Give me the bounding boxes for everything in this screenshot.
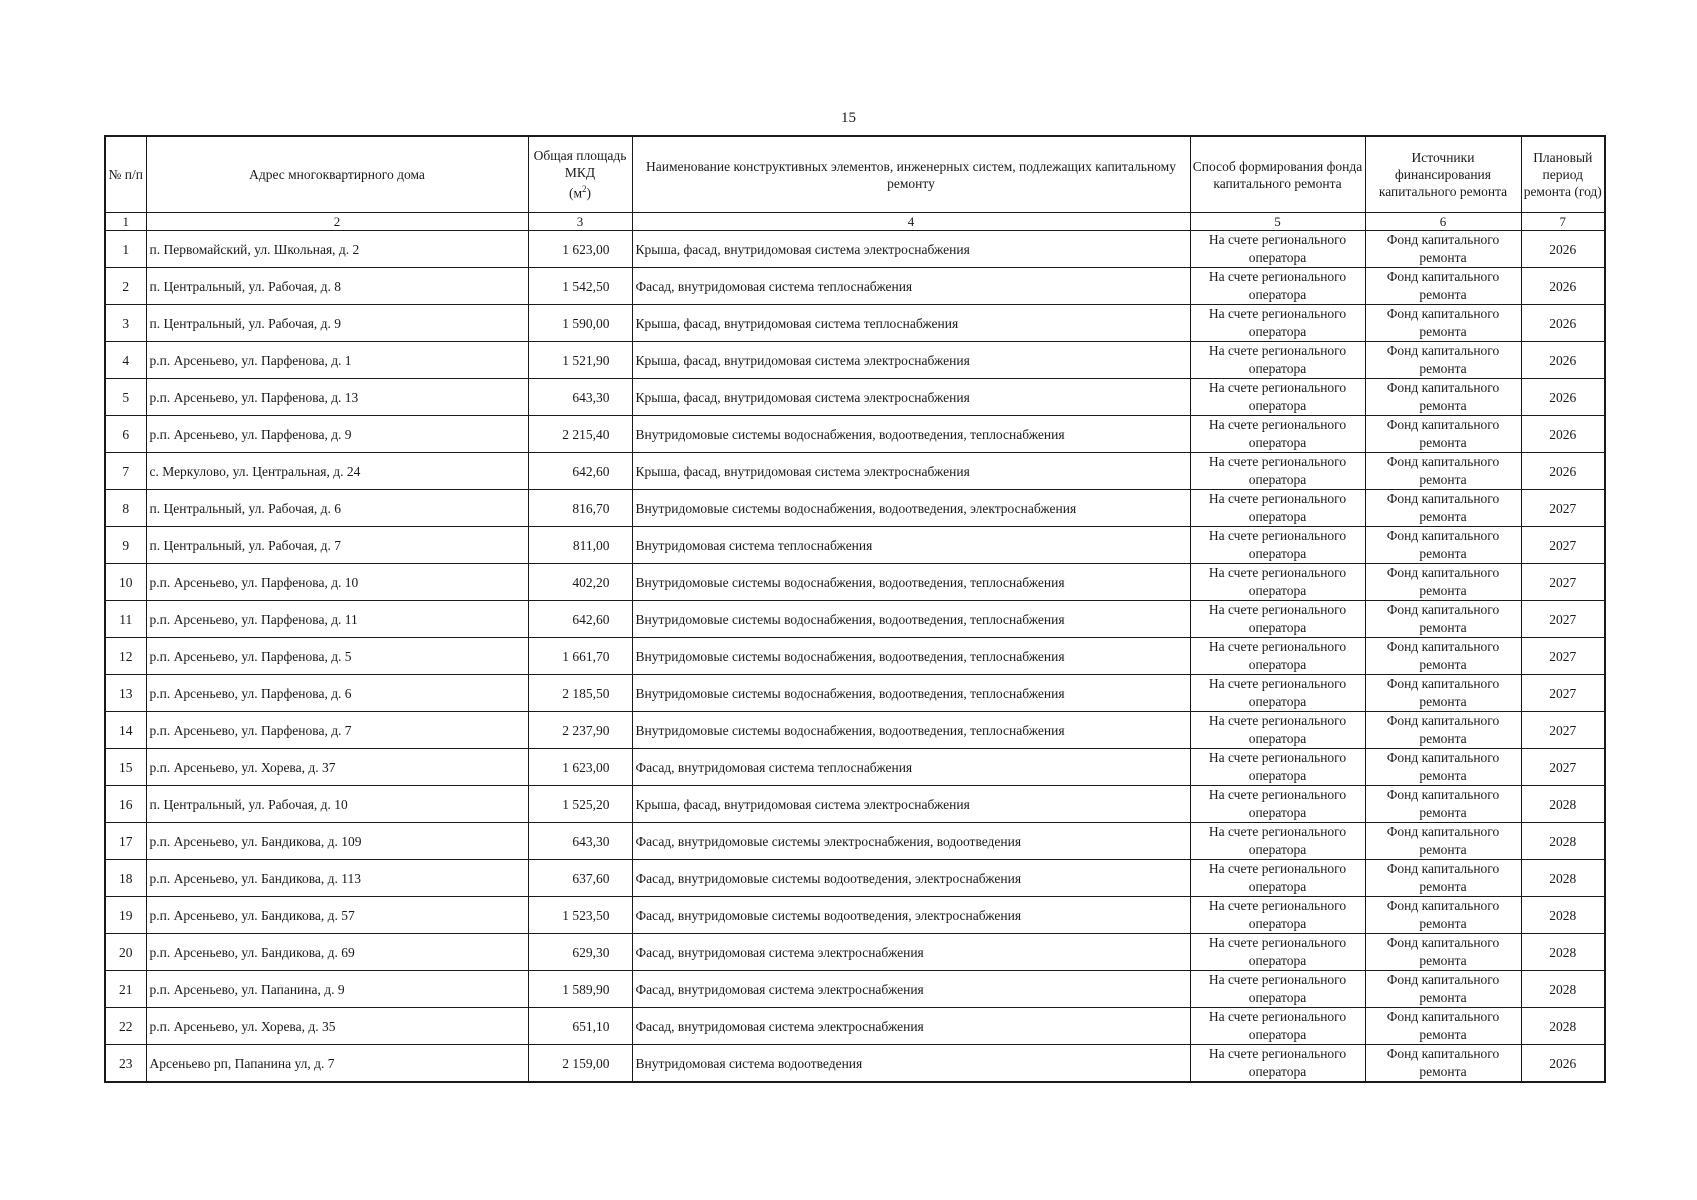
row-address: р.п. Арсеньево, ул. Бандикова, д. 57: [146, 897, 528, 934]
row-year: 2027: [1521, 638, 1605, 675]
row-year: 2028: [1521, 971, 1605, 1008]
row-area: 1 523,50: [528, 897, 632, 934]
row-address: р.п. Арсеньево, ул. Парфенова, д. 10: [146, 564, 528, 601]
row-address: п. Центральный, ул. Рабочая, д. 6: [146, 490, 528, 527]
row-year: 2027: [1521, 601, 1605, 638]
row-address: р.п. Арсеньево, ул. Парфенова, д. 1: [146, 342, 528, 379]
row-number: 1: [105, 231, 146, 268]
row-address: р.п. Арсеньево, ул. Бандикова, д. 109: [146, 823, 528, 860]
column-number-row: [105, 213, 1605, 231]
row-source: Фонд капитального ремонта: [1365, 712, 1521, 749]
row-method: На счете регионального оператора: [1190, 527, 1365, 564]
row-year: 2026: [1521, 231, 1605, 268]
table-row: [105, 638, 1605, 675]
row-number: 20: [105, 934, 146, 971]
row-source: Фонд капитального ремонта: [1365, 490, 1521, 527]
row-address: с. Меркулово, ул. Центральная, д. 24: [146, 453, 528, 490]
row-year: 2028: [1521, 934, 1605, 971]
row-year: 2027: [1521, 712, 1605, 749]
row-number: 5: [105, 379, 146, 416]
row-address: п. Центральный, ул. Рабочая, д. 10: [146, 786, 528, 823]
table-row: [105, 712, 1605, 749]
row-method: На счете регионального оператора: [1190, 564, 1365, 601]
table-row: [105, 675, 1605, 712]
row-year: 2028: [1521, 1008, 1605, 1045]
row-elements: Внутридомовая система водоотведения: [632, 1045, 1190, 1083]
row-area: 2 215,40: [528, 416, 632, 453]
table-row: [105, 564, 1605, 601]
header-period: Плановый период ремонта (год): [1521, 136, 1605, 213]
row-method: На счете регионального оператора: [1190, 675, 1365, 712]
header-address: Адрес многоквартирного дома: [146, 136, 528, 213]
row-elements: Фасад, внутридомовые системы электроснабжения, водоотведения: [632, 823, 1190, 860]
row-year: 2026: [1521, 1045, 1605, 1083]
header-elements: Наименование конструктивных элементов, инженерных систем, подлежащих капитальному ремонту: [632, 136, 1190, 213]
row-elements: Внутридомовые системы водоснабжения, водоотведения, теплоснабжения: [632, 416, 1190, 453]
row-area: 642,60: [528, 453, 632, 490]
row-elements: Крыша, фасад, внутридомовая система теплоснабжения: [632, 305, 1190, 342]
row-address: р.п. Арсеньево, ул. Бандикова, д. 113: [146, 860, 528, 897]
row-elements: Крыша, фасад, внутридомовая система электроснабжения: [632, 342, 1190, 379]
column-number: 2: [146, 213, 528, 231]
header-method: Способ формирования фонда капитального ремонта: [1190, 136, 1365, 213]
row-method: На счете регионального оператора: [1190, 638, 1365, 675]
row-number: 6: [105, 416, 146, 453]
page-number: 15: [841, 110, 856, 126]
row-area: 1 661,70: [528, 638, 632, 675]
row-source: Фонд капитального ремонта: [1365, 601, 1521, 638]
row-area: 816,70: [528, 490, 632, 527]
table-row: [105, 231, 1605, 268]
row-number: 13: [105, 675, 146, 712]
row-address: р.п. Арсеньево, ул. Парфенова, д. 5: [146, 638, 528, 675]
row-number: 7: [105, 453, 146, 490]
row-number: 18: [105, 860, 146, 897]
row-method: На счете регионального оператора: [1190, 1045, 1365, 1083]
row-address: п. Центральный, ул. Рабочая, д. 8: [146, 268, 528, 305]
row-area: 1 623,00: [528, 231, 632, 268]
row-address: п. Первомайский, ул. Школьная, д. 2: [146, 231, 528, 268]
row-year: 2026: [1521, 268, 1605, 305]
row-area: 1 590,00: [528, 305, 632, 342]
row-elements: Крыша, фасад, внутридомовая система электроснабжения: [632, 786, 1190, 823]
row-area: 643,30: [528, 823, 632, 860]
row-method: На счете регионального оператора: [1190, 490, 1365, 527]
row-method: На счете регионального оператора: [1190, 712, 1365, 749]
row-method: На счете регионального оператора: [1190, 823, 1365, 860]
table-row: [105, 379, 1605, 416]
row-elements: Крыша, фасад, внутридомовая система электроснабжения: [632, 231, 1190, 268]
row-elements: Внутридомовая система теплоснабжения: [632, 527, 1190, 564]
table-row: [105, 971, 1605, 1008]
row-area: 642,60: [528, 601, 632, 638]
row-year: 2026: [1521, 379, 1605, 416]
header-num: № п/п: [105, 136, 146, 213]
table-row: [105, 416, 1605, 453]
row-number: 21: [105, 971, 146, 1008]
row-source: Фонд капитального ремонта: [1365, 1008, 1521, 1045]
row-source: Фонд капитального ремонта: [1365, 971, 1521, 1008]
row-address: Арсеньево рп, Папанина ул, д. 7: [146, 1045, 528, 1083]
row-method: На счете регионального оператора: [1190, 786, 1365, 823]
header-area-unit-end: ): [586, 185, 592, 201]
row-number: 10: [105, 564, 146, 601]
column-number: 5: [1190, 213, 1365, 231]
row-source: Фонд капитального ремонта: [1365, 342, 1521, 379]
row-address: р.п. Арсеньево, ул. Парфенова, д. 13: [146, 379, 528, 416]
row-year: 2028: [1521, 786, 1605, 823]
repair-schedule-table: [104, 135, 1606, 1083]
row-elements: Фасад, внутридомовая система электроснабжения: [632, 934, 1190, 971]
row-elements: Фасад, внутридомовая система теплоснабжения: [632, 268, 1190, 305]
row-elements: Фасад, внутридомовая система электроснабжения: [632, 971, 1190, 1008]
row-area: 2 185,50: [528, 675, 632, 712]
row-source: Фонд капитального ремонта: [1365, 564, 1521, 601]
table-row: [105, 860, 1605, 897]
row-address: р.п. Арсеньево, ул. Парфенова, д. 6: [146, 675, 528, 712]
row-address: р.п. Арсеньево, ул. Хорева, д. 35: [146, 1008, 528, 1045]
row-year: 2026: [1521, 453, 1605, 490]
row-method: На счете регионального оператора: [1190, 601, 1365, 638]
row-area: 1 623,00: [528, 749, 632, 786]
row-year: 2028: [1521, 823, 1605, 860]
row-address: п. Центральный, ул. Рабочая, д. 9: [146, 305, 528, 342]
row-elements: Внутридомовые системы водоснабжения, водоотведения, теплоснабжения: [632, 675, 1190, 712]
row-number: 17: [105, 823, 146, 860]
row-method: На счете регионального оператора: [1190, 749, 1365, 786]
header-area-unit-sup: 2: [582, 184, 587, 195]
table-row: [105, 305, 1605, 342]
row-source: Фонд капитального ремонта: [1365, 1045, 1521, 1083]
row-year: 2027: [1521, 527, 1605, 564]
row-year: 2027: [1521, 749, 1605, 786]
row-elements: Внутридомовые системы водоснабжения, водоотведения, теплоснабжения: [632, 638, 1190, 675]
row-area: 2 159,00: [528, 1045, 632, 1083]
row-source: Фонд капитального ремонта: [1365, 416, 1521, 453]
row-number: 8: [105, 490, 146, 527]
row-year: 2027: [1521, 564, 1605, 601]
column-number: 3: [528, 213, 632, 231]
table-row: [105, 823, 1605, 860]
row-area: 643,30: [528, 379, 632, 416]
table-row: [105, 786, 1605, 823]
row-elements: Внутридомовые системы водоснабжения, водоотведения, теплоснабжения: [632, 564, 1190, 601]
row-source: Фонд капитального ремонта: [1365, 934, 1521, 971]
table-row: [105, 490, 1605, 527]
row-elements: Фасад, внутридомовые системы водоотведения, электроснабжения: [632, 897, 1190, 934]
row-number: 15: [105, 749, 146, 786]
table-row: [105, 934, 1605, 971]
row-source: Фонд капитального ремонта: [1365, 897, 1521, 934]
row-address: р.п. Арсеньево, ул. Парфенова, д. 11: [146, 601, 528, 638]
table-row: [105, 1008, 1605, 1045]
row-year: 2026: [1521, 342, 1605, 379]
row-number: 23: [105, 1045, 146, 1083]
row-elements: Фасад, внутридомовая система электроснабжения: [632, 1008, 1190, 1045]
row-method: На счете регионального оператора: [1190, 379, 1365, 416]
column-number: 1: [105, 213, 146, 231]
row-number: 9: [105, 527, 146, 564]
row-number: 22: [105, 1008, 146, 1045]
table-row: [105, 1045, 1605, 1083]
column-number: 7: [1521, 213, 1605, 231]
row-area: 811,00: [528, 527, 632, 564]
row-number: 14: [105, 712, 146, 749]
row-source: Фонд капитального ремонта: [1365, 268, 1521, 305]
row-source: Фонд капитального ремонта: [1365, 786, 1521, 823]
row-source: Фонд капитального ремонта: [1365, 823, 1521, 860]
row-number: 12: [105, 638, 146, 675]
row-source: Фонд капитального ремонта: [1365, 675, 1521, 712]
row-elements: Внутридомовые системы водоснабжения, водоотведения, электроснабжения: [632, 490, 1190, 527]
row-elements: Фасад, внутридомовая система теплоснабжения: [632, 749, 1190, 786]
row-elements: Крыша, фасад, внутридомовая система электроснабжения: [632, 379, 1190, 416]
table-row: [105, 897, 1605, 934]
row-area: 637,60: [528, 860, 632, 897]
row-source: Фонд капитального ремонта: [1365, 527, 1521, 564]
header-source: Источники финансирования капитального ремонта: [1365, 136, 1521, 213]
header-row: [105, 136, 1605, 213]
row-year: 2028: [1521, 860, 1605, 897]
row-address: п. Центральный, ул. Рабочая, д. 7: [146, 527, 528, 564]
row-area: 1 542,50: [528, 268, 632, 305]
row-address: р.п. Арсеньево, ул. Бандикова, д. 69: [146, 934, 528, 971]
header-area-label: Общая площадь МКД: [533, 148, 627, 181]
row-number: 4: [105, 342, 146, 379]
table-body: [105, 231, 1605, 1083]
row-elements: Крыша, фасад, внутридомовая система электроснабжения: [632, 453, 1190, 490]
row-year: 2026: [1521, 416, 1605, 453]
row-method: На счете регионального оператора: [1190, 897, 1365, 934]
row-address: р.п. Арсеньево, ул. Парфенова, д. 9: [146, 416, 528, 453]
header-area: [528, 136, 632, 213]
row-elements: Фасад, внутридомовые системы водоотведения, электроснабжения: [632, 860, 1190, 897]
column-number: 4: [632, 213, 1190, 231]
row-source: Фонд капитального ремонта: [1365, 860, 1521, 897]
row-method: На счете регионального оператора: [1190, 934, 1365, 971]
row-address: р.п. Арсеньево, ул. Парфенова, д. 7: [146, 712, 528, 749]
header-area-unit: (м: [568, 185, 583, 201]
table-row: [105, 453, 1605, 490]
row-source: Фонд капитального ремонта: [1365, 453, 1521, 490]
row-method: На счете регионального оператора: [1190, 971, 1365, 1008]
row-area: 1 521,90: [528, 342, 632, 379]
row-elements: Внутридомовые системы водоснабжения, водоотведения, теплоснабжения: [632, 712, 1190, 749]
row-method: На счете регионального оператора: [1190, 268, 1365, 305]
table-row: [105, 601, 1605, 638]
row-method: На счете регионального оператора: [1190, 342, 1365, 379]
row-method: На счете регионального оператора: [1190, 860, 1365, 897]
row-number: 19: [105, 897, 146, 934]
row-number: 2: [105, 268, 146, 305]
row-number: 11: [105, 601, 146, 638]
row-area: 1 589,90: [528, 971, 632, 1008]
row-method: На счете регионального оператора: [1190, 453, 1365, 490]
row-method: На счете регионального оператора: [1190, 416, 1365, 453]
row-area: 651,10: [528, 1008, 632, 1045]
row-method: На счете регионального оператора: [1190, 231, 1365, 268]
row-year: 2027: [1521, 490, 1605, 527]
row-source: Фонд капитального ремонта: [1365, 231, 1521, 268]
table-row: [105, 749, 1605, 786]
row-year: 2027: [1521, 675, 1605, 712]
row-address: р.п. Арсеньево, ул. Папанина, д. 9: [146, 971, 528, 1008]
row-area: 1 525,20: [528, 786, 632, 823]
row-method: На счете регионального оператора: [1190, 1008, 1365, 1045]
row-source: Фонд капитального ремонта: [1365, 379, 1521, 416]
row-method: На счете регионального оператора: [1190, 305, 1365, 342]
row-address: р.п. Арсеньево, ул. Хорева, д. 37: [146, 749, 528, 786]
row-source: Фонд капитального ремонта: [1365, 638, 1521, 675]
table-row: [105, 527, 1605, 564]
row-year: 2026: [1521, 305, 1605, 342]
row-area: 402,20: [528, 564, 632, 601]
row-number: 3: [105, 305, 146, 342]
row-source: Фонд капитального ремонта: [1365, 749, 1521, 786]
row-area: 629,30: [528, 934, 632, 971]
column-number: 6: [1365, 213, 1521, 231]
row-source: Фонд капитального ремонта: [1365, 305, 1521, 342]
row-year: 2028: [1521, 897, 1605, 934]
table-row: [105, 268, 1605, 305]
row-area: 2 237,90: [528, 712, 632, 749]
row-number: 16: [105, 786, 146, 823]
row-elements: Внутридомовые системы водоснабжения, водоотведения, теплоснабжения: [632, 601, 1190, 638]
table-row: [105, 342, 1605, 379]
